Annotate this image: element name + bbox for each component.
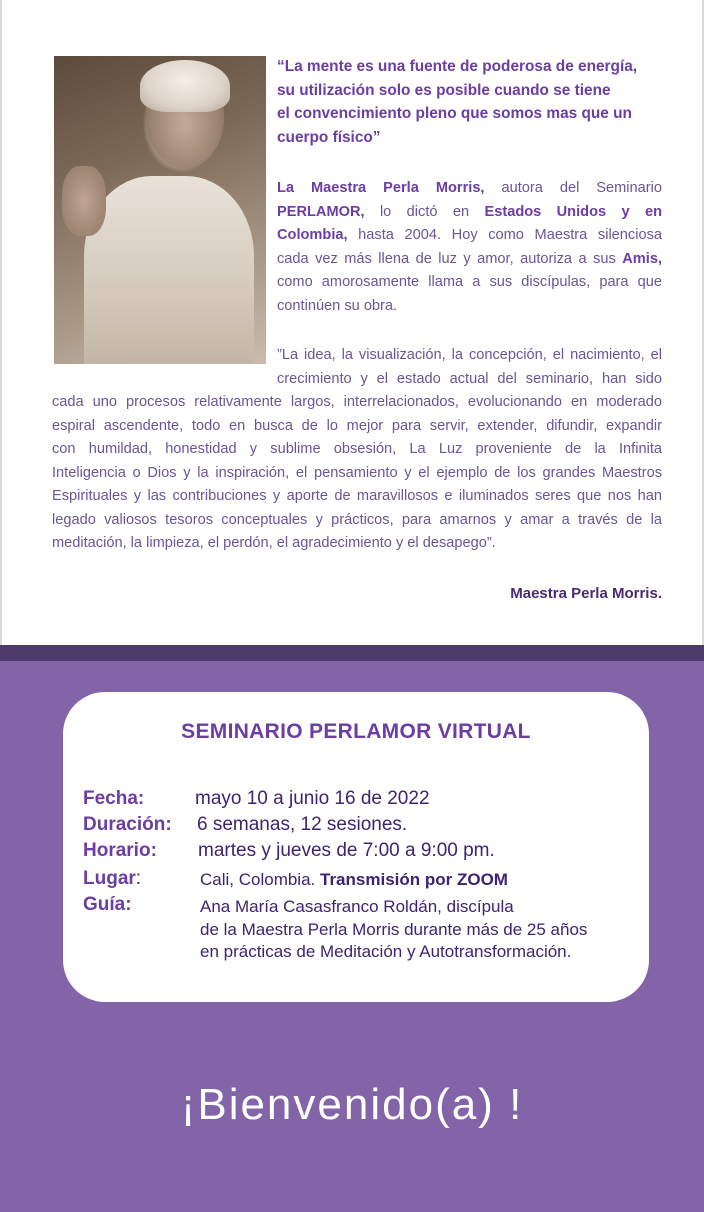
welcome-heading: ¡Bienvenido(a) ! [180,1080,524,1129]
bio-line: como amorosamente llama a sus discípulas, para que [277,274,662,290]
history-line: cada uno procesos relativamente largos, interrelacionados, evolucionando en moderado [52,394,662,410]
lugar-zoom: Transmisión por ZOOM [320,870,508,889]
history-line: espiral ascendente, todo en busca de lo mejor para servir, extender, difundir, expandir [52,417,662,434]
portrait-photo [54,56,266,364]
history-line: meditación, la limpieza, el perdón, el agradecimiento y el desapego”. [52,535,496,551]
opening-quote [277,55,662,149]
history-line: con humildad, honestidad y sublime obsesión, La Luz proveniente de la Infinita [52,441,662,457]
lugar-label-text: Lugar [83,868,136,889]
horario-label: Horario: [83,840,157,861]
quote-line: su utilización solo es posible cuando se tiene [277,81,611,99]
signature: Maestra Perla Morris. [510,585,662,602]
history-line: crecimiento y el estado actual del seminario, han sido [277,370,662,387]
seminar-name: PERLAMOR, [277,203,365,220]
bio-line [277,177,662,201]
lugar-colon: : [135,868,142,889]
bio-line [277,201,662,225]
bio-line: continúen su obra. [277,297,398,314]
bio-text: autora del Seminario [484,180,662,196]
bio-line [277,248,662,272]
fecha-label: Fecha: [83,788,145,809]
bio-country: Colombia, [277,227,348,243]
bio-text: cada vez más llena de luz y amor, autoriza a sus [277,250,623,267]
lugar-label [83,868,141,890]
card-title: SEMINARIO PERLAMOR VIRTUAL [181,720,531,743]
guia-label: Guía: [83,894,132,915]
bio-line [277,224,662,248]
history-line: Inteligencia o Dios y la inspiración, el pensamiento y el ejemplo de los grandes Maestros [52,464,662,481]
divider-band [0,645,704,661]
bio-name: La Maestra Perla Morris, [277,180,485,196]
photo-hair-shape [140,60,230,112]
quote-line: cuerpo físico” [277,128,381,146]
fecha-value: mayo 10 a junio 16 de 2022 [195,788,430,809]
bio-paragraph [277,177,662,318]
photo-hand-shape [62,166,106,236]
lugar-value [200,870,508,890]
duracion-label: Duración: [83,814,172,835]
duracion-value: 6 semanas, 12 sesiones. [197,814,408,835]
quote-line: el convencimiento pleno que somos mas que un [277,105,632,122]
guia-line: en prácticas de Meditación y Autotransformación. [200,942,572,961]
bio-text: hasta 2004. Hoy como Maestra silenciosa [347,227,662,243]
horario-value: martes y jueves de 7:00 a 9:00 pm. [198,840,495,861]
bio-country: Estados Unidos y en [484,203,663,220]
lugar-city: Cali, Colombia. [200,870,320,889]
seminar-info-card [63,692,649,1002]
history-line: legado valiosos tesoros conceptuales y prácticos, para amarnos y amar a través de la [52,511,662,528]
guia-line: Ana María Casasfranco Roldán, discípula [200,897,514,916]
seminar-history-paragraph [52,344,662,556]
quote-line: “La mente es una fuente de poderosa de energía, [277,58,638,75]
guia-line: de la Maestra Perla Morris durante más de 25 años [200,919,588,939]
bio-text: lo dictó en [364,203,485,220]
photo-shoulder-shape [84,176,254,364]
bio-amis: Amis, [622,250,662,267]
history-line: Espirituales y las contribuciones y aporte de maravillosos e iluminados seres que nos han [52,488,662,504]
guia-value [200,896,587,964]
history-line: ”La idea, la visualización, la concepción, el nacimiento, el [277,347,662,363]
